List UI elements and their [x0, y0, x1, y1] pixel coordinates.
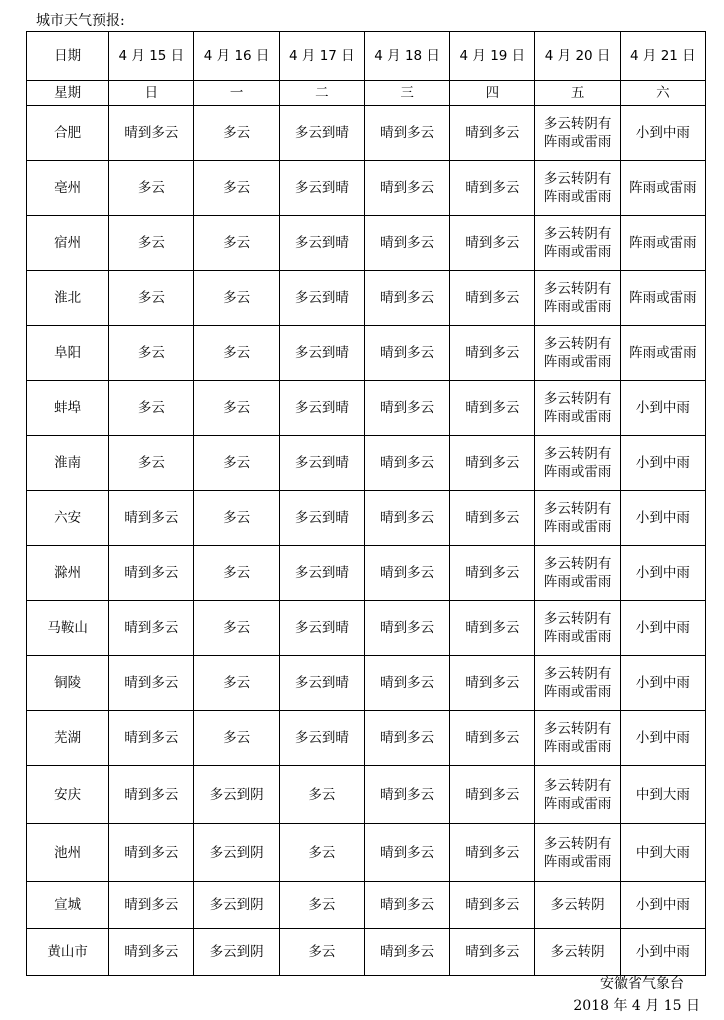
table-row: [27, 326, 706, 381]
forecast-cell: 晴到多云: [109, 491, 194, 546]
forecast-cell: 小到中雨: [620, 656, 705, 711]
forecast-cell: 多云转阴有阵雨或雷雨: [535, 326, 620, 381]
forecast-cell: 多云: [194, 381, 279, 436]
forecast-cell: 多云转阴有阵雨或雷雨: [535, 216, 620, 271]
weekday-cell: 日: [109, 81, 194, 106]
forecast-cell: 多云: [109, 216, 194, 271]
forecast-cell: 晴到多云: [109, 546, 194, 601]
date-cell: 4 月 15 日: [109, 32, 194, 81]
date-cell: 4 月 20 日: [535, 32, 620, 81]
forecast-cell: 小到中雨: [620, 436, 705, 491]
city-name-cell: 宣城: [27, 882, 109, 929]
issue-date: 2018 年 4 月 15 日: [573, 998, 700, 1014]
forecast-cell: 小到中雨: [620, 711, 705, 766]
forecast-cell: 多云: [194, 491, 279, 546]
forecast-cell: 晴到多云: [450, 161, 535, 216]
forecast-cell: 晴到多云: [109, 824, 194, 882]
date-header-row: [27, 32, 706, 81]
forecast-cell: 晴到多云: [364, 929, 449, 976]
forecast-cell: 多云转阴有阵雨或雷雨: [535, 711, 620, 766]
forecast-cell: 晴到多云: [109, 656, 194, 711]
forecast-cell: 多云转阴有阵雨或雷雨: [535, 766, 620, 824]
forecast-cell: 晴到多云: [364, 436, 449, 491]
forecast-cell: 晴到多云: [364, 381, 449, 436]
forecast-cell: 晴到多云: [450, 882, 535, 929]
forecast-cell: 多云转阴有阵雨或雷雨: [535, 601, 620, 656]
forecast-cell: 晴到多云: [450, 216, 535, 271]
forecast-cell: 晴到多云: [364, 711, 449, 766]
table-row: [27, 161, 706, 216]
city-name-cell: 滁州: [27, 546, 109, 601]
forecast-cell: 多云到阴: [194, 766, 279, 824]
forecast-cell: 多云转阴有阵雨或雷雨: [535, 656, 620, 711]
city-name-cell: 马鞍山: [27, 601, 109, 656]
weekday-cell: 三: [364, 81, 449, 106]
forecast-cell: 多云: [194, 106, 279, 161]
forecast-cell: 多云到阴: [194, 929, 279, 976]
forecast-cell: 晴到多云: [450, 824, 535, 882]
table-row: [27, 436, 706, 491]
date-cell: 4 月 21 日: [620, 32, 705, 81]
forecast-cell: 多云到晴: [279, 546, 364, 601]
forecast-cell: 晴到多云: [364, 326, 449, 381]
forecast-cell: 多云到晴: [279, 326, 364, 381]
forecast-cell: 阵雨或雷雨: [620, 216, 705, 271]
forecast-cell: 小到中雨: [620, 381, 705, 436]
forecast-cell: 晴到多云: [450, 381, 535, 436]
forecast-cell: 小到中雨: [620, 882, 705, 929]
forecast-cell: 多云转阴: [535, 882, 620, 929]
forecast-cell: 晴到多云: [109, 766, 194, 824]
forecast-cell: 晴到多云: [109, 929, 194, 976]
forecast-cell: 多云: [279, 824, 364, 882]
forecast-cell: 阵雨或雷雨: [620, 161, 705, 216]
forecast-cell: 多云到阴: [194, 824, 279, 882]
forecast-cell: 多云到晴: [279, 656, 364, 711]
forecast-cell: 晴到多云: [109, 106, 194, 161]
forecast-cell: 晴到多云: [109, 882, 194, 929]
forecast-cell: 小到中雨: [620, 601, 705, 656]
forecast-cell: 中到大雨: [620, 766, 705, 824]
forecast-cell: 晴到多云: [450, 929, 535, 976]
forecast-cell: 多云转阴有阵雨或雷雨: [535, 271, 620, 326]
forecast-cell: 多云: [194, 711, 279, 766]
table-row: [27, 711, 706, 766]
city-name-cell: 铜陵: [27, 656, 109, 711]
forecast-cell: 多云: [194, 546, 279, 601]
forecast-cell: 多云: [109, 381, 194, 436]
city-name-cell: 阜阳: [27, 326, 109, 381]
table-row: [27, 882, 706, 929]
city-name-cell: 宿州: [27, 216, 109, 271]
forecast-cell: 晴到多云: [364, 824, 449, 882]
forecast-table: [26, 31, 706, 976]
table-row: [27, 381, 706, 436]
forecast-cell: 小到中雨: [620, 491, 705, 546]
table-row: [27, 216, 706, 271]
city-name-cell: 淮南: [27, 436, 109, 491]
forecast-cell: 晴到多云: [364, 546, 449, 601]
city-name-cell: 亳州: [27, 161, 109, 216]
forecast-cell: 多云: [279, 766, 364, 824]
forecast-cell: 多云到晴: [279, 601, 364, 656]
table-row: [27, 601, 706, 656]
table-row: [27, 106, 706, 161]
table-row: [27, 491, 706, 546]
forecast-cell: 多云: [194, 161, 279, 216]
weekday-cell: 四: [450, 81, 535, 106]
forecast-cell: 多云: [279, 929, 364, 976]
table-row: [27, 271, 706, 326]
weekday-cell: 一: [194, 81, 279, 106]
forecast-cell: 多云: [194, 271, 279, 326]
page-heading: 城市天气预报:: [36, 13, 125, 29]
forecast-cell: 晴到多云: [450, 711, 535, 766]
city-name-cell: 黄山市: [27, 929, 109, 976]
forecast-cell: 多云到晴: [279, 381, 364, 436]
forecast-cell: 多云转阴有阵雨或雷雨: [535, 106, 620, 161]
forecast-cell: 多云: [194, 656, 279, 711]
forecast-cell: 多云: [109, 326, 194, 381]
forecast-cell: 多云: [194, 216, 279, 271]
city-name-cell: 蚌埠: [27, 381, 109, 436]
forecast-cell: 多云到晴: [279, 436, 364, 491]
weekday-cell: 六: [620, 81, 705, 106]
forecast-cell: 多云到晴: [279, 271, 364, 326]
forecast-cell: 晴到多云: [364, 216, 449, 271]
forecast-cell: 多云到阴: [194, 882, 279, 929]
forecast-cell: 晴到多云: [450, 656, 535, 711]
forecast-cell: 多云到晴: [279, 161, 364, 216]
forecast-cell: 晴到多云: [364, 491, 449, 546]
forecast-cell: 晴到多云: [364, 766, 449, 824]
table-row: [27, 824, 706, 882]
forecast-cell: 晴到多云: [450, 766, 535, 824]
forecast-cell: 多云转阴有阵雨或雷雨: [535, 436, 620, 491]
date-label-cell: 日期: [27, 32, 109, 81]
forecast-cell: 多云转阴: [535, 929, 620, 976]
table-row: [27, 929, 706, 976]
forecast-cell: 多云转阴有阵雨或雷雨: [535, 381, 620, 436]
forecast-cell: 多云: [109, 271, 194, 326]
forecast-cell: 晴到多云: [450, 271, 535, 326]
city-name-cell: 合肥: [27, 106, 109, 161]
forecast-cell: 晴到多云: [450, 436, 535, 491]
forecast-cell: 阵雨或雷雨: [620, 271, 705, 326]
forecast-cell: 小到中雨: [620, 929, 705, 976]
city-name-cell: 安庆: [27, 766, 109, 824]
city-name-cell: 六安: [27, 491, 109, 546]
forecast-cell: 晴到多云: [364, 601, 449, 656]
forecast-cell: 晴到多云: [450, 546, 535, 601]
forecast-cell: 多云: [279, 882, 364, 929]
forecast-cell: 晴到多云: [364, 161, 449, 216]
forecast-cell: 晴到多云: [450, 106, 535, 161]
forecast-cell: 晴到多云: [364, 106, 449, 161]
forecast-cell: 晴到多云: [109, 601, 194, 656]
forecast-cell: 晴到多云: [450, 491, 535, 546]
forecast-cell: 晴到多云: [450, 601, 535, 656]
table-row: [27, 766, 706, 824]
date-cell: 4 月 17 日: [279, 32, 364, 81]
forecast-cell: 晴到多云: [364, 656, 449, 711]
city-name-cell: 芜湖: [27, 711, 109, 766]
forecast-cell: 小到中雨: [620, 106, 705, 161]
date-cell: 4 月 16 日: [194, 32, 279, 81]
forecast-cell: 晴到多云: [109, 711, 194, 766]
forecast-cell: 晴到多云: [364, 271, 449, 326]
forecast-cell: 晴到多云: [450, 326, 535, 381]
issuer-name: 安徽省气象台: [600, 976, 684, 992]
forecast-cell: 多云转阴有阵雨或雷雨: [535, 161, 620, 216]
forecast-cell: 多云转阴有阵雨或雷雨: [535, 824, 620, 882]
forecast-cell: 中到大雨: [620, 824, 705, 882]
forecast-cell: 晴到多云: [364, 882, 449, 929]
forecast-cell: 多云: [194, 601, 279, 656]
weekday-label-cell: 星期: [27, 81, 109, 106]
table-row: [27, 546, 706, 601]
forecast-cell: 多云: [194, 436, 279, 491]
forecast-cell: 多云: [194, 326, 279, 381]
weekday-cell: 五: [535, 81, 620, 106]
city-name-cell: 池州: [27, 824, 109, 882]
forecast-cell: 多云转阴有阵雨或雷雨: [535, 491, 620, 546]
forecast-cell: 阵雨或雷雨: [620, 326, 705, 381]
forecast-cell: 多云到晴: [279, 491, 364, 546]
city-name-cell: 淮北: [27, 271, 109, 326]
forecast-cell: 多云: [109, 161, 194, 216]
forecast-cell: 多云到晴: [279, 106, 364, 161]
forecast-cell: 多云转阴有阵雨或雷雨: [535, 546, 620, 601]
weekday-cell: 二: [279, 81, 364, 106]
forecast-cell: 小到中雨: [620, 546, 705, 601]
table-row: [27, 656, 706, 711]
forecast-cell: 多云: [109, 436, 194, 491]
weekday-header-row: [27, 81, 706, 106]
date-cell: 4 月 18 日: [364, 32, 449, 81]
date-cell: 4 月 19 日: [450, 32, 535, 81]
forecast-cell: 多云到晴: [279, 711, 364, 766]
forecast-cell: 多云到晴: [279, 216, 364, 271]
